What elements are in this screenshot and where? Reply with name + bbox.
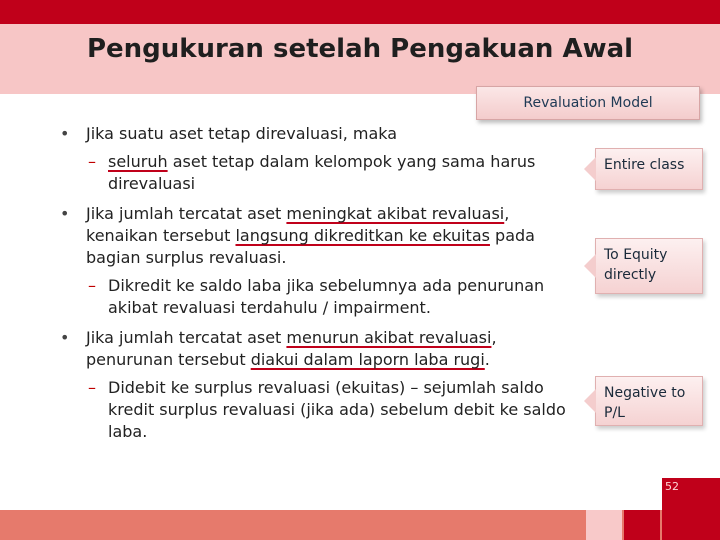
dash-marker: – [88, 378, 96, 397]
bullet-2-post: pada bagian surplus revaluasi. [86, 226, 535, 267]
bullet-2-pre: Jika jumlah tercatat aset [86, 204, 287, 223]
bullet-2-sub-text: Dikredit ke saldo laba jika sebelumnya ada penurunan akibat revaluasi terdahulu / impairment. [108, 276, 545, 317]
bottom-square-dark [624, 510, 660, 540]
bullet-1-sub-text: aset tetap dalam kelompok yang sama harus direvaluasi [108, 152, 536, 193]
callout-negative-pl: Negative to P/L [595, 376, 703, 426]
bullet-3-sub-text: Didebit ke surplus revaluasi (ekuitas) – sejumlah saldo kredit surplus revaluasi (jika ada) sebelum debit ke saldo laba. [108, 378, 566, 441]
slide-title: Pengukuran setelah Pengakuan Awal [86, 34, 634, 64]
bullet-3-pre: Jika jumlah tercatat aset [86, 328, 287, 347]
underline-dikreditkan: langsung dikreditkan ke ekuitas [235, 226, 490, 245]
underline-diakui: diakui dalam laporn laba rugi [250, 350, 485, 369]
bullet-2 [60, 203, 580, 269]
bullet-3-post: . [484, 350, 490, 369]
bullet-3-sub [60, 377, 580, 443]
underline-meningkat: meningkat akibat revaluasi [286, 204, 505, 223]
bullet-2-mid: , kenaikan tersebut [86, 204, 510, 245]
page-number: 52 [665, 480, 679, 493]
bullet-3-mid: , penurunan tersebut [86, 328, 497, 369]
underline-menurun: menurun akibat revaluasi [286, 328, 492, 347]
bullet-1-sub [60, 151, 580, 195]
dash-marker: – [88, 152, 96, 171]
revaluation-model-label: Revaluation Model [476, 86, 700, 120]
callout-entire-class: Entire class [595, 148, 703, 190]
slide-body [60, 123, 580, 443]
callout-to-equity: To Equity directly [595, 238, 703, 294]
underline-seluruh: seluruh [108, 152, 168, 171]
bullet-1 [60, 123, 580, 145]
dash-marker: – [88, 276, 96, 295]
bottom-square-light [586, 510, 622, 540]
bullet-2-sub [60, 275, 580, 319]
top-bar [0, 0, 720, 24]
bullet-3 [60, 327, 580, 371]
bullet-1-text: Jika suatu aset tetap direvaluasi, maka [86, 124, 398, 143]
